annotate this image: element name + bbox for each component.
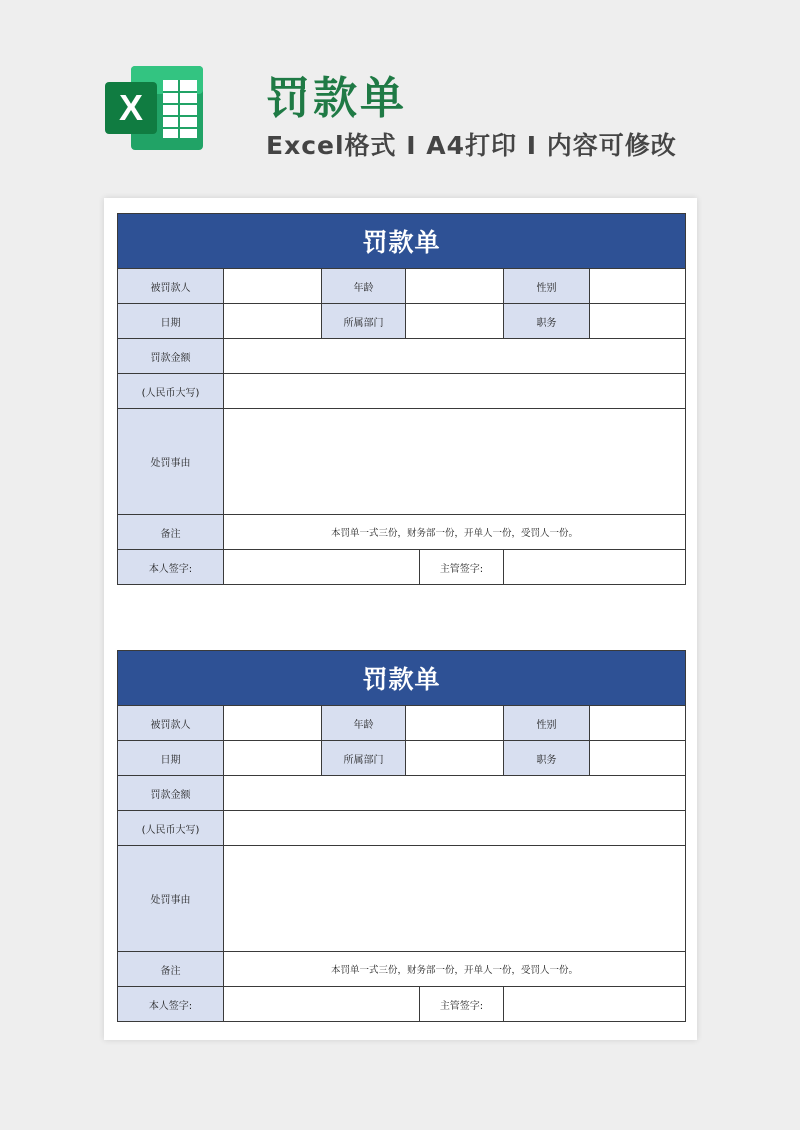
- label-amount: 罚款金额: [118, 339, 224, 374]
- field-person[interactable]: [224, 706, 322, 741]
- label-person: 被罚款人: [118, 269, 224, 304]
- field-manager-sign[interactable]: [504, 987, 686, 1022]
- field-reason[interactable]: [224, 846, 686, 952]
- field-date[interactable]: [224, 741, 322, 776]
- label-department: 所属部门: [322, 304, 406, 339]
- field-department[interactable]: [406, 741, 504, 776]
- label-person: 被罚款人: [118, 706, 224, 741]
- label-self-sign: 本人签字:: [118, 550, 224, 585]
- label-age: 年龄: [322, 269, 406, 304]
- field-position[interactable]: [590, 741, 686, 776]
- field-amount[interactable]: [224, 776, 686, 811]
- fine-form-1: [117, 213, 686, 585]
- field-department[interactable]: [406, 304, 504, 339]
- label-remark: 备注: [118, 515, 224, 550]
- label-age: 年龄: [322, 706, 406, 741]
- label-department: 所属部门: [322, 741, 406, 776]
- field-age[interactable]: [406, 269, 504, 304]
- field-person[interactable]: [224, 269, 322, 304]
- excel-logo-icon: [103, 60, 207, 156]
- label-date: 日期: [118, 741, 224, 776]
- label-date: 日期: [118, 304, 224, 339]
- remark-text: 本罚单一式三份，财务部一份，开单人一份，受罚人一份。: [224, 515, 686, 550]
- label-self-sign: 本人签字:: [118, 987, 224, 1022]
- field-amount[interactable]: [224, 339, 686, 374]
- field-manager-sign[interactable]: [504, 550, 686, 585]
- page-header: [0, 0, 800, 200]
- remark-text: 本罚单一式三份，财务部一份，开单人一份，受罚人一份。: [224, 952, 686, 987]
- field-position[interactable]: [590, 304, 686, 339]
- label-amount-upper: (人民币大写): [118, 374, 224, 409]
- label-amount-upper: (人民币大写): [118, 811, 224, 846]
- field-reason[interactable]: [224, 409, 686, 515]
- label-remark: 备注: [118, 952, 224, 987]
- paper-sheet: [104, 198, 697, 1040]
- fine-form-2: [117, 650, 686, 1022]
- page-title: 罚款单: [266, 73, 407, 124]
- field-amount-upper[interactable]: [224, 374, 686, 409]
- field-gender[interactable]: [590, 269, 686, 304]
- label-reason: 处罚事由: [118, 846, 224, 952]
- field-self-sign[interactable]: [224, 987, 420, 1022]
- form-title: 罚款单: [118, 214, 686, 269]
- label-manager-sign: 主管签字:: [420, 987, 504, 1022]
- svg-text:X: X: [118, 87, 144, 128]
- label-gender: 性别: [504, 706, 590, 741]
- label-gender: 性别: [504, 269, 590, 304]
- form-title: 罚款单: [118, 651, 686, 706]
- label-manager-sign: 主管签字:: [420, 550, 504, 585]
- field-amount-upper[interactable]: [224, 811, 686, 846]
- field-date[interactable]: [224, 304, 322, 339]
- label-position: 职务: [504, 741, 590, 776]
- label-amount: 罚款金额: [118, 776, 224, 811]
- field-age[interactable]: [406, 706, 504, 741]
- field-gender[interactable]: [590, 706, 686, 741]
- label-reason: 处罚事由: [118, 409, 224, 515]
- page-subtitle: Excel格式 I A4打印 I 内容可修改: [266, 131, 677, 160]
- label-position: 职务: [504, 304, 590, 339]
- field-self-sign[interactable]: [224, 550, 420, 585]
